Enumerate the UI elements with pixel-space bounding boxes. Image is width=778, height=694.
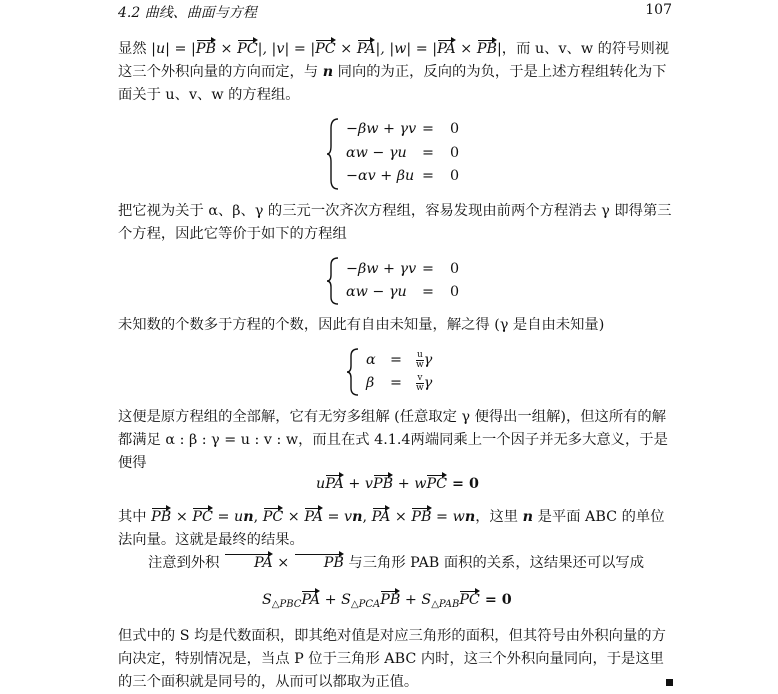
section-title: 4.2 曲线、曲面与方程 (118, 5, 257, 21)
vector-pa: PA (437, 41, 456, 57)
equation-row: −βw + γv = 0 (346, 261, 460, 277)
paragraph-area-note: 注意到外积 PA × PB 与三角形 PAB 面积的关系，这结果还可以写成 (148, 555, 645, 571)
math-v: |, |v| = | (257, 41, 316, 57)
math-w: |, |w| = | (375, 41, 438, 57)
text: 同向的为正，反向的为负，于是上述方程组转化为下面关于 u、v、w 的方程组。 (118, 64, 667, 103)
vector-equation: uPA + vPB + wPC = 𝟎 (316, 476, 479, 492)
equation-system-1 (326, 118, 476, 190)
math-u: |u| = | (151, 41, 196, 57)
paragraph-magnitudes (118, 38, 674, 107)
solution-row-alpha: α = $\frac{u}{w}$ γ (366, 349, 433, 370)
running-header (118, 2, 672, 22)
solution-row-beta: β = $\frac{v}{w}$ γ (366, 372, 433, 393)
left-brace (326, 118, 340, 190)
paragraph-algebraic-area: 但式中的 S 均是代数面积，即其绝对值是对应三角形的面积，但其符号由外积向量的方向决定，特别情况是，当点 P 位于三角形 ABC 内时，这三个外积向量同向，于是这里的三个面积就是同号的，从而可以都取为正值。 (118, 628, 666, 690)
paragraph-homogeneous: 把它视为关于 α、β、γ 的三元一次齐次方程组，容易发现由前两个方程消去 γ 即得第三个方程，因此它等价于如下的方程组 (118, 203, 672, 242)
left-brace (346, 348, 360, 396)
cross: × (455, 41, 477, 57)
cross: × (216, 41, 238, 57)
equation-row: −βw + γv = 0 (346, 121, 460, 137)
equation-row: αw − γu = 0 (346, 284, 460, 300)
paragraph-free-variable: 未知数的个数多于方程的个数，因此有自由未知量，解之得 (γ 是自由未知量) (118, 317, 605, 333)
equation-system-2 (326, 257, 476, 305)
normal-vector: n (322, 64, 334, 80)
equation-row: −αv + βu = 0 (346, 168, 460, 184)
solution-system (346, 348, 446, 396)
area-equation: $S_{\triangle PBC}PA + S_{\triangle PCA}PB + S_{\triangle PAB}PC$ = 𝟎 (262, 592, 512, 610)
left-brace (326, 257, 340, 305)
text: 显然 (118, 41, 152, 57)
vector-pc: PC (237, 41, 258, 57)
cross: × (335, 41, 357, 57)
paragraph-all-solutions: 这便是原方程组的全部解，它有无穷多组解 (任意取定 γ 便得出一组解)，但这所有的解都满足 α : β : γ = u : v : w，而且在式 4.1.4两端同乘上一个因子并无多大意义，于是便得 (118, 409, 668, 471)
vector-pc: PC (315, 41, 336, 57)
vector-pb: PB (476, 41, 497, 57)
paragraph-cross-products: 其中 PB × PC = un, PC × PA = vn, PA × PB = wn，这里 n 是平面 ABC 的单位法向量。这就是最终的结果。 (118, 509, 665, 548)
equation-row: αw − γu = 0 (346, 145, 460, 161)
vector-pb: PB (195, 41, 217, 57)
vector-pa: PA (356, 41, 376, 57)
page-number: 107 (645, 2, 672, 18)
text: |，而 u、v、w 的符号则视这三个外积向量的方向而定，与 (118, 41, 670, 80)
